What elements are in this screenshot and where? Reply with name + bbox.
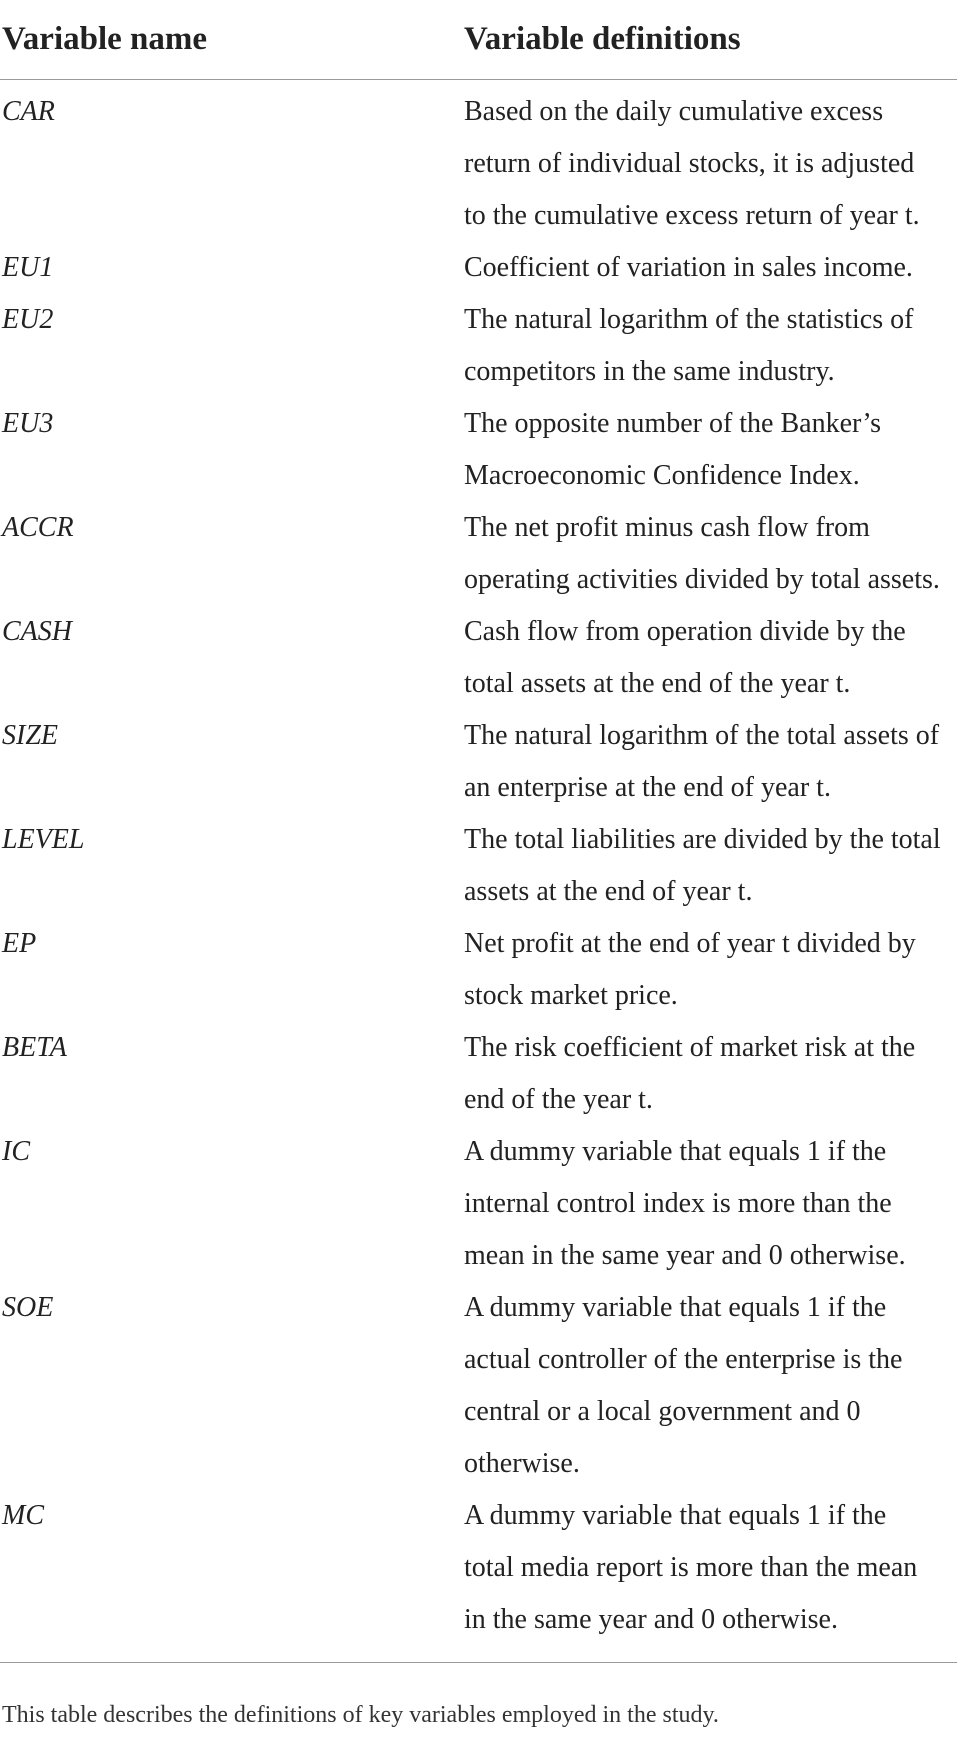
header-variable-definitions: Variable definitions [464,21,741,57]
table-row [0,242,957,294]
table-row [0,710,957,814]
table-footnote: This table describes the definitions of key variables employed in the study. [2,1702,719,1728]
table-row [0,1126,957,1282]
variable-definition-cell: The net profit minus cash flow from operating activities divided by total assets. [464,512,940,595]
table-row [0,918,957,1022]
variable-name-cell: EU3 [2,408,54,439]
variable-definition-cell: A dummy variable that equals 1 if the total media report is more than the mean in the same year and 0 otherwise. [464,1500,918,1635]
variable-definition-cell: The total liabilities are divided by the total assets at the end of year t. [464,824,941,907]
variable-name-cell: EU2 [2,304,54,335]
table-row [0,86,957,242]
variable-name-cell: ACCR [2,512,74,543]
variable-definition-cell: The risk coefficient of market risk at the end of the year t. [464,1032,916,1115]
table-row [0,502,957,606]
variable-definition-cell: The natural logarithm of the statistics of competitors in the same industry. [464,304,914,387]
variable-name-cell: EU1 [2,252,54,283]
variable-name-cell: SIZE [2,720,58,751]
variable-name-cell: SOE [2,1292,54,1323]
variable-definition-cell: The natural logarithm of the total assets of an enterprise at the end of year t. [464,720,940,803]
variable-name-cell: IC [2,1136,30,1167]
table-row [0,814,957,918]
table-row [0,398,957,502]
variable-definition-cell: The opposite number of the Banker’s Macroeconomic Confidence Index. [464,408,882,491]
table-body [0,80,957,1646]
variable-definition-cell: Cash flow from operation divide by the total assets at the end of the year t. [464,616,906,699]
variable-definition-cell: A dummy variable that equals 1 if the actual controller of the enterprise is the central or a local government and 0 otherwise. [464,1292,903,1479]
variable-name-cell: CAR [2,96,55,127]
variable-name-cell: CASH [2,616,72,647]
table-bottom-rule [0,1662,957,1663]
table-row [0,606,957,710]
header-variable-name: Variable name [2,21,208,57]
table-row [0,1282,957,1490]
variable-definition-cell: Net profit at the end of year t divided by stock market price. [464,928,916,1011]
variable-definition-cell: A dummy variable that equals 1 if the internal control index is more than the mean in the same year and 0 otherwise. [464,1136,906,1271]
variable-name-cell: LEVEL [2,824,85,855]
variable-name-cell: EP [2,928,37,959]
table-header [0,0,957,80]
table-row [0,1022,957,1126]
variable-name-cell: MC [2,1500,44,1531]
variable-name-cell: BETA [2,1032,67,1063]
table-row [0,294,957,398]
table-row [0,1490,957,1646]
variable-definition-cell: Based on the daily cumulative excess return of individual stocks, it is adjusted to the cumulative excess return of year t. [464,96,920,231]
variable-definition-cell: Coefficient of variation in sales income. [464,252,913,283]
